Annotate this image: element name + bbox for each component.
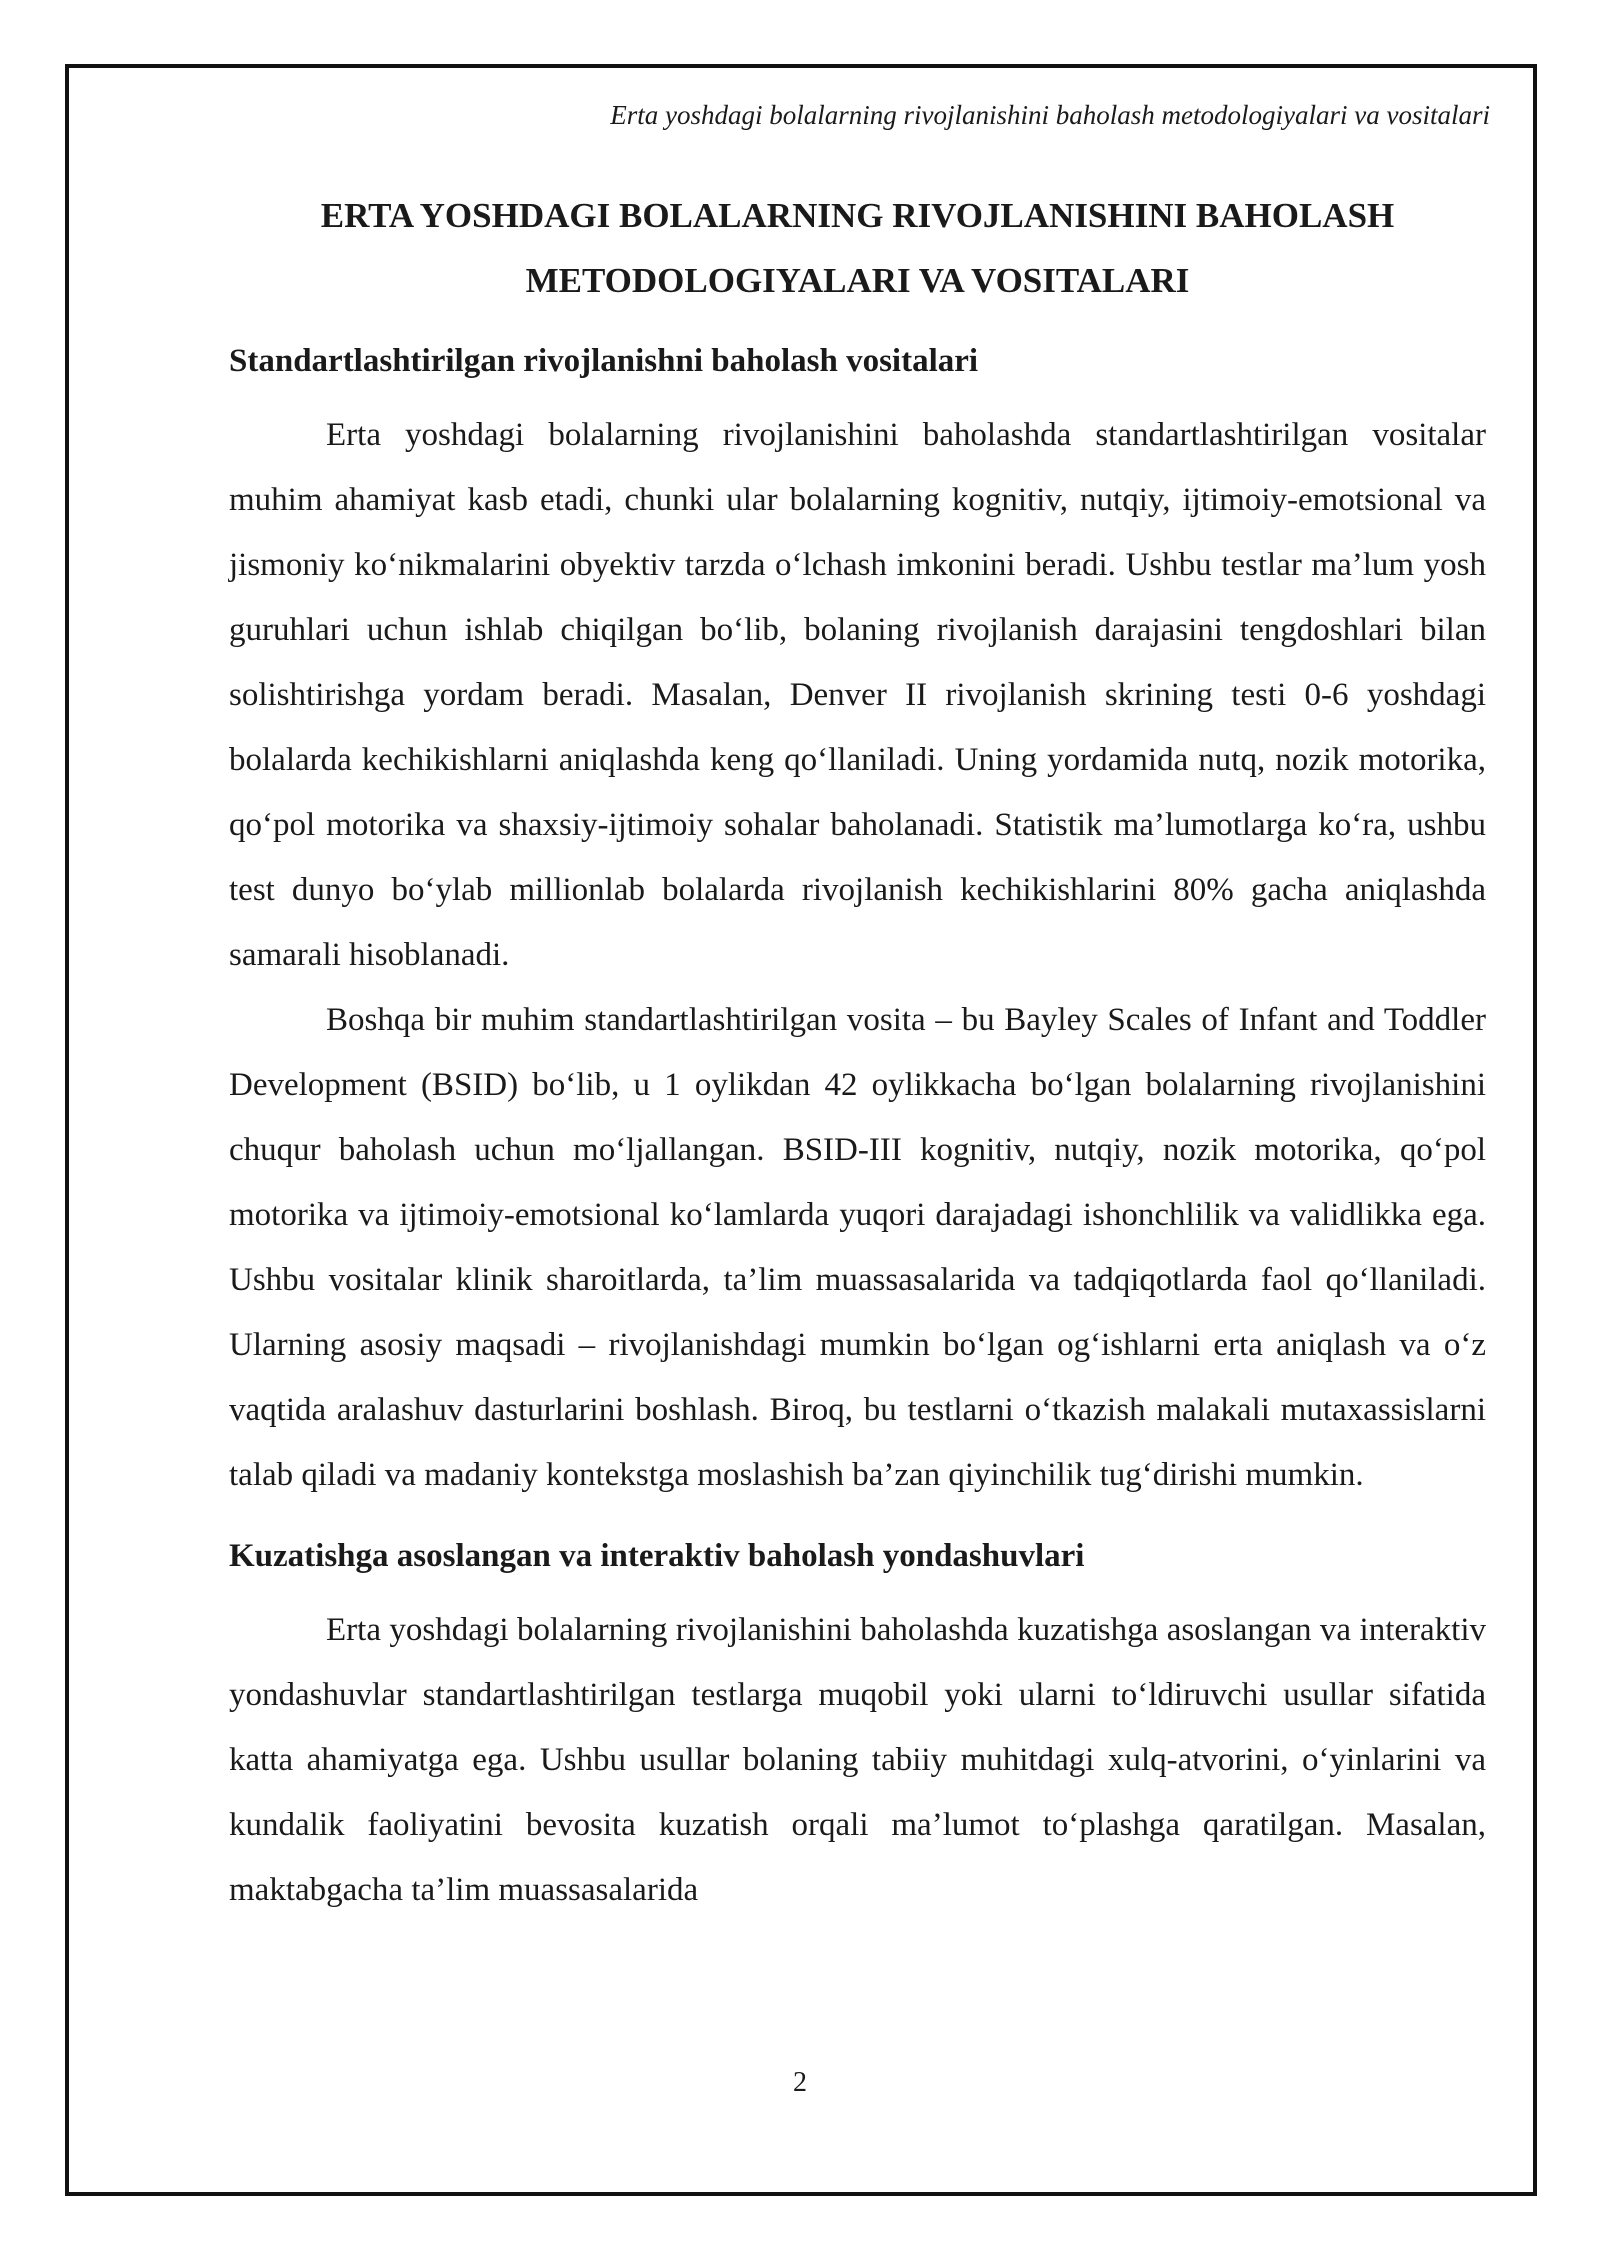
paragraph-observation-approaches-1: Erta yoshdagi bolalarning rivojlanishini baholashda kuzatishga asoslangan va interaktiv yondashuvlar standartlashtirilgan testlarga muqobil yoki ularni to‘ldiruvchi usullar sifatida katta ahamiyatga ega. Ushbu usullar bolaning tabiiy muhitdagi xulq-atvorini, o‘yinlarini va kundalik faoliyatini bevosita kuzatish orqali ma’lumot to‘plashga qaratilgan. Masalan, maktabgacha ta’lim muassasalarida — [229, 1612, 1486, 1908]
document-title-line-1: ERTA YOSHDAGI BOLALARNING RIVOJLANISHINI BAHOLASH — [320, 196, 1395, 235]
document-body — [229, 183, 1486, 1923]
section-heading-standardized-tools: Standartlashtirilgan rivojlanishni baholash vositalari — [229, 343, 979, 379]
paragraph-standardized-tools-1: Erta yoshdagi bolalarning rivojlanishini baholashda standartlashtirilgan vositalar muhim ahamiyat kasb etadi, chunki ular bolalarning kognitiv, nutqiy, ijtimoiy-emotsional va jismoniy ko‘nikmalarini obyektiv tarzda o‘lchash imkonini beradi. Ushbu testlar ma’lum yosh guruhlari uchun ishlab chiqilgan bo‘lib, bolaning rivojlanish darajasini tengdoshlari bilan solishtirishga yordam beradi. Masalan, Denver II rivojlanish skrining testi 0-6 yoshdagi bolalarda kechikishlarni aniqlashda keng qo‘llaniladi. Uning yordamida nutq, nozik motorika, qo‘pol motorika va shaxsiy-ijtimoiy sohalar baholanadi. Statistik ma’lumotlarga ko‘ra, ushbu test dunyo bo‘ylab millionlab bolalarda rivojlanish kechikishlarini 80% gacha aniqlashda samarali hisoblanadi. — [229, 417, 1486, 973]
page-number: 2 — [793, 2067, 807, 2098]
running-header: Erta yoshdagi bolalarning rivojlanishini baholash metodologiyalari va vositalari — [610, 100, 1490, 130]
section-spacer — [229, 1508, 1486, 1536]
paragraph-standardized-tools-2: Boshqa bir muhim standartlashtirilgan vosita – bu Bayley Scales of Infant and Toddler Development (BSID) bo‘lib, u 1 oylikdan 42 oylikkacha bo‘lgan bolalarning rivojlanishini chuqur baholash uchun mo‘ljallangan. BSID-III kognitiv, nutqiy, nozik motorika, qo‘pol motorika va ijtimoiy-emotsional ko‘lamlarda yuqori darajadagi ishonchlilik va validlikka ega. Ushbu vositalar klinik sharoitlarda, ta’lim muassasalarida va tadqiqotlarda faol qo‘llaniladi. Ularning asosiy maqsadi – rivojlanishdagi mumkin bo‘lgan og‘ishlarni erta aniqlash va o‘z vaqtida aralashuv dasturlarini boshlash. Biroq, bu testlarni o‘tkazish malakali mutaxassislarni talab qiladi va madaniy kontekstga moslashish ba’zan qiyinchilik tug‘dirishi mumkin. — [229, 1002, 1486, 1493]
document-title — [229, 183, 1486, 313]
document-title-line-2: METODOLOGIYALARI VA VOSITALARI — [525, 261, 1190, 300]
section-heading-observation-approaches: Kuzatishga asoslangan va interaktiv baholash yondashuvlari — [229, 1538, 1085, 1574]
